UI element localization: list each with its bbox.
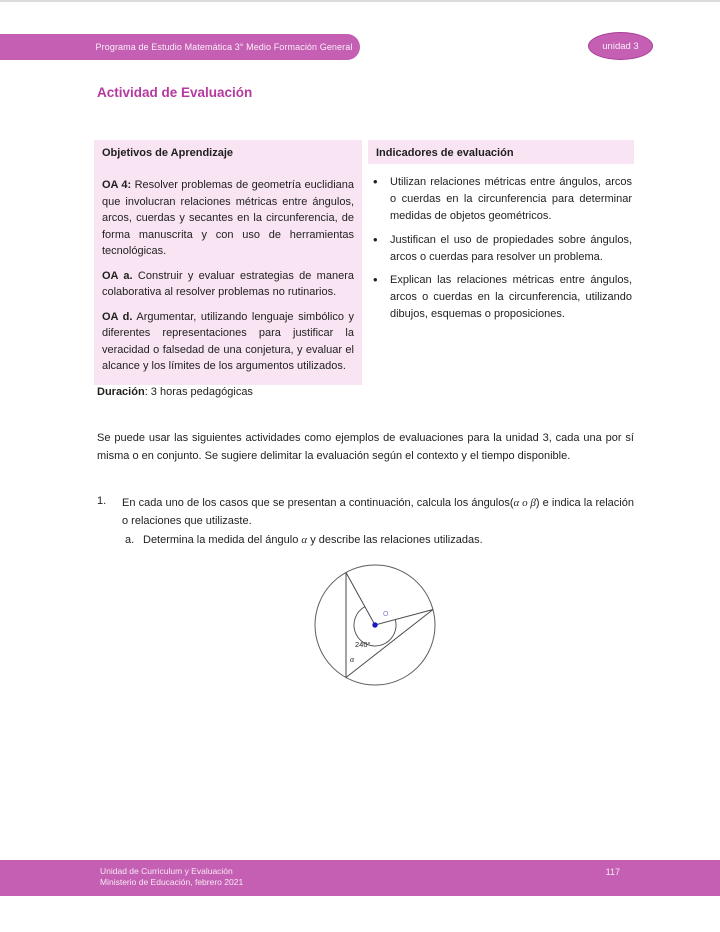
objective-oad-code: OA d.	[102, 310, 133, 323]
page-top-edge	[0, 0, 720, 2]
question-1-text	[122, 495, 634, 530]
objectives-column	[94, 140, 362, 385]
objective-oa4-text: Resolver problemas de geometría euclidiana que involucran relaciones métricas entre ángulos, arcos, cuerdas y secantes en la circunferencia, de forma manuscrita y con uso de herramientas tecnológicas.	[102, 179, 354, 257]
footer-org-line2: Ministerio de Educación, febrero 2021	[100, 877, 244, 887]
intro-paragraph: Se puede usar las siguientes actividades como ejemplos de evaluaciones para la unidad 3, cada una por sí misma o en conjunto. Se sugiere delimitar la evaluación según el contexto y el tiempo disponible.	[97, 432, 634, 462]
objective-oaa	[102, 268, 354, 301]
objective-oad-text: Argumentar, utilizando lenguaje simbólico y diferentes representaciones para justificar la veracidad o falsedad de una conjetura, y evaluar el alcance y los límites de los argumentos utilizados.	[102, 310, 354, 372]
question-1-body	[122, 495, 634, 550]
radius-to-top-left	[346, 573, 375, 626]
indicators-column	[368, 140, 634, 385]
indicator-item-3: • Explican las relaciones métricas entre ángulos, arcos o cuerdas en la circunferencia, utilizando dibujos, esquemas o proposiciones.	[368, 272, 632, 324]
question-1-number: 1.	[97, 495, 107, 507]
objective-oaa-code: OA a.	[102, 269, 133, 282]
indicators-header: Indicadores de evaluación	[368, 140, 634, 164]
duration-value: : 3 horas pedagógicas	[144, 386, 253, 398]
question-1a	[125, 532, 634, 550]
question-1-text-pre: En cada uno de los casos que se presentan a continuación, calcula los ángulos(	[122, 497, 514, 509]
reflex-angle-label: 240°	[355, 640, 371, 649]
center-label: O	[383, 611, 389, 618]
center-point-dot	[372, 622, 377, 627]
unit-badge-label: unidad 3	[602, 40, 639, 52]
indicator-item-2: • Justifican el uso de propiedades sobre ángulos, arcos o cuerdas para resolver un problema.	[368, 232, 632, 266]
question-1-text-post: ) e indica la relación o relaciones que utilizaste.	[122, 497, 634, 527]
duration-line	[97, 386, 253, 398]
footer-banner	[0, 860, 720, 896]
header-program-label: Programa de Estudio Matemática 3° Medio Formación General	[95, 42, 353, 52]
question-1	[97, 495, 634, 550]
question-1-math: α o β	[513, 497, 536, 509]
footer-org-line1: Unidad de Curriculum y Evaluación	[100, 866, 233, 876]
footer-page-number: 117	[605, 867, 620, 877]
objective-oaa-text: Construir y evaluar estrategias de manera colaborativa al resolver problemas no rutinarios.	[102, 269, 354, 298]
objective-oa4-code: OA 4:	[102, 179, 132, 191]
footer-organization	[100, 866, 243, 888]
alpha-label: α	[350, 655, 355, 664]
question-1a-math: α	[301, 534, 308, 546]
oa-indicators-table	[94, 140, 634, 385]
indicators-list	[368, 174, 634, 324]
circle-figure	[299, 556, 467, 698]
question-1a-letter: a.	[125, 534, 135, 546]
unit-badge	[588, 32, 653, 60]
objectives-header: Objetivos de Aprendizaje	[102, 147, 234, 159]
header-program-banner	[0, 34, 360, 60]
objective-oad	[102, 309, 354, 375]
question-1a-text-pre: Determina la medida del ángulo	[143, 534, 302, 546]
circle-figure-svg	[299, 556, 467, 698]
indicator-item-1: • Utilizan relaciones métricas entre ángulos, arcos o cuerdas en la circunferencia para determinar medidas de objetos geométricos.	[368, 174, 632, 226]
page-title: Actividad de Evaluación	[97, 85, 253, 100]
objective-oa4	[102, 177, 354, 260]
duration-label: Duración	[97, 386, 145, 398]
question-1a-text-post: y describe las relaciones utilizadas.	[307, 534, 483, 546]
